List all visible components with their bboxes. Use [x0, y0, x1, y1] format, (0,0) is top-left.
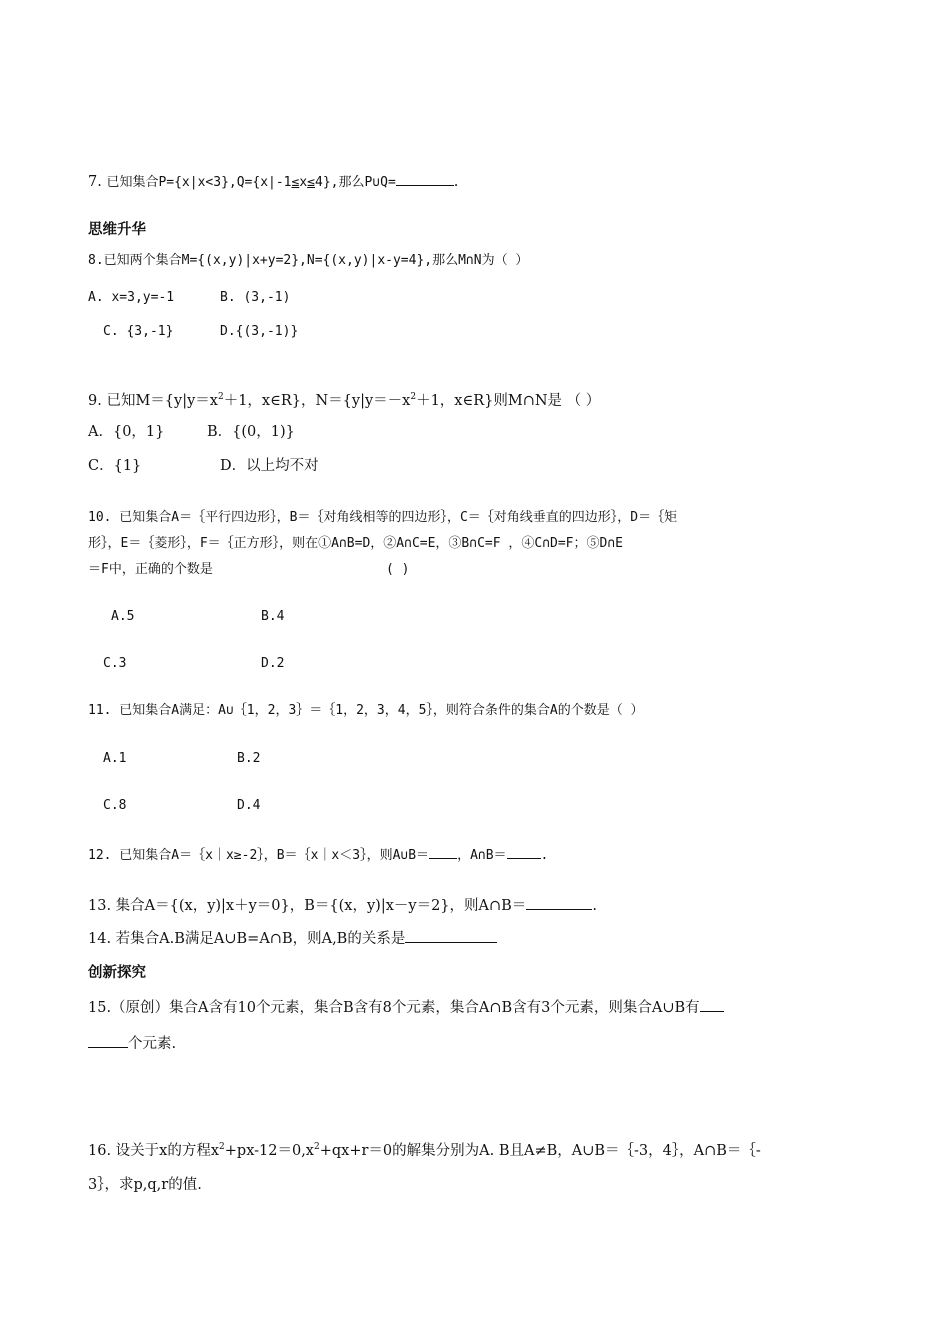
- q10-option-c[interactable]: C.3: [103, 656, 127, 671]
- q12-mid: ，A∩B＝: [457, 848, 507, 863]
- q16-line1-post: +qx+r＝0的解集分别为A. B且A≠B，A∪B＝｛-3，4｝，A∩B＝｛-: [319, 1142, 761, 1159]
- q10-answer-paren: ( ): [386, 562, 410, 577]
- q8-option-c[interactable]: C. {3,-1}: [103, 324, 174, 339]
- q8-option-a[interactable]: A. x=3,y=-1: [88, 290, 175, 305]
- q12-union-blank[interactable]: [429, 844, 457, 859]
- q9-pre: 9. 已知M＝{y|y＝x: [88, 392, 218, 409]
- q8-option-b[interactable]: B. (3,-1): [220, 290, 291, 305]
- q9-sup2: 2: [410, 392, 417, 402]
- q7-le1: ≤: [291, 175, 300, 190]
- q10-option-d[interactable]: D.2: [261, 656, 285, 671]
- q11-option-b[interactable]: B.2: [237, 751, 261, 766]
- question-15-line-2: [88, 1033, 176, 1054]
- question-9: [88, 387, 600, 411]
- q16-line1-mid: +px-12＝0,x: [224, 1142, 314, 1159]
- q9-mid: ＋1，x∈R}，N＝{y|y＝－x: [223, 392, 411, 409]
- q8-option-d[interactable]: D.{(3,-1)}: [220, 324, 299, 339]
- q9-sup1: 2: [217, 392, 224, 402]
- q7-answer-blank[interactable]: [396, 171, 454, 186]
- q7-text: 已知集合P={x|x<3},Q={x|-1: [106, 175, 292, 190]
- question-10-line-3: ＝F中，正确的个数是: [88, 562, 213, 577]
- question-13: [88, 895, 597, 916]
- q15-answer-blank-part2[interactable]: [88, 1033, 128, 1048]
- q10-option-b[interactable]: B.4: [261, 609, 285, 624]
- q15-line2: 个元素.: [128, 1036, 177, 1052]
- q13-text: 13. 集合A＝{(x，y)|x＋y＝0}，B＝{(x，y)|x－y＝2}，则A∩B＝: [88, 898, 527, 914]
- question-14: [88, 928, 497, 949]
- q13-end: .: [592, 898, 597, 914]
- q9-option-b[interactable]: B．{(0，1)}: [207, 424, 295, 440]
- q14-text: 14. 若集合A.B满足A∪B=A∩B，则A,B的关系是: [88, 931, 406, 947]
- q9-option-a[interactable]: A．{0，1}: [88, 424, 165, 440]
- question-10-line-2: 形｝，E＝｛菱形｝，F＝｛正方形｝，则在①A∩B=D，②A∩C=E，③B∩C=F ，④C∩D=F；⑤D∩E: [88, 536, 623, 551]
- q12-pre: 12. 已知集合A＝｛x｜x≥-2｝，B＝｛x｜x＜3｝，则A∪B＝: [88, 848, 430, 863]
- q9-option-c[interactable]: C．{1}: [88, 458, 142, 474]
- q15-line1: 15.（原创）集合A含有10个元素，集合B含有8个元素，集合A∩B含有3个元素，则集合A∪B有: [88, 1000, 700, 1016]
- q14-answer-blank[interactable]: [405, 928, 497, 943]
- q16-sup2: 2: [313, 1142, 320, 1152]
- q7-end: .: [453, 174, 459, 190]
- q15-answer-blank-part1[interactable]: [700, 997, 724, 1012]
- question-16-line-2: 3｝，求p,q,r的值.: [88, 1177, 202, 1193]
- question-16-line-1: [88, 1137, 761, 1161]
- section-heading-innovation: 创新探究: [88, 965, 146, 981]
- question-11: 11. 已知集合A满足：A∪｛1，2，3｝＝｛1，2，3，4，5｝，则符合条件的集合A的个数是（ ）: [88, 703, 644, 718]
- q7-le2: ≤: [307, 175, 315, 190]
- q11-option-d[interactable]: D.4: [237, 798, 261, 813]
- q7-number: 7.: [88, 174, 102, 190]
- q11-option-a[interactable]: A.1: [103, 751, 127, 766]
- question-8: 8.已知两个集合M={(x,y)|x+y=2},N={(x,y)|x-y=4},那么M∩N为（ ）: [88, 253, 529, 268]
- q9-option-d[interactable]: D．以上均不对: [220, 458, 319, 474]
- q16-sup1: 2: [219, 1142, 225, 1152]
- question-12: [88, 844, 548, 866]
- q10-option-a[interactable]: A.5: [111, 609, 135, 624]
- question-7: [88, 171, 458, 193]
- question-10-line-1: 10. 已知集合A＝｛平行四边形｝，B＝｛对角线相等的四边形｝，C＝｛对角线垂直的四边形｝，D＝｛矩: [88, 510, 678, 525]
- question-15-line-1: [88, 997, 724, 1018]
- q12-intersection-blank[interactable]: [507, 844, 541, 859]
- q16-line1-pre: 16. 设关于x的方程x: [88, 1142, 220, 1159]
- section-heading-thinking: 思维升华: [88, 222, 146, 238]
- q12-end: .: [540, 848, 549, 863]
- q11-option-c[interactable]: C.8: [103, 798, 127, 813]
- q7-text2: 4},那么P∪Q=: [315, 175, 396, 190]
- q9-post: ＋1，x∈R}则M∩N是 （ ）: [416, 392, 601, 409]
- q13-answer-blank[interactable]: [526, 895, 592, 910]
- q7-mid: x: [299, 175, 308, 190]
